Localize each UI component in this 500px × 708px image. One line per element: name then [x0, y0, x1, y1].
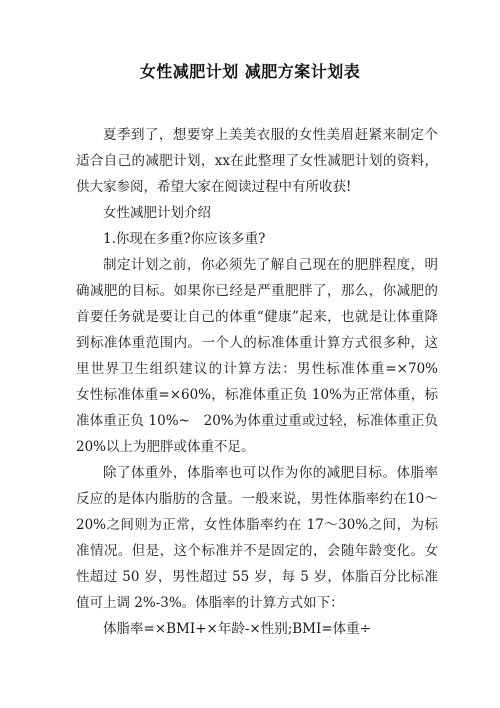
- section-heading: 女性减肥计划介绍: [103, 205, 211, 221]
- formula-paragraph: 体脂率=×BMI+×年龄-×性别;BMI=体重÷: [103, 621, 371, 637]
- subsection-heading: 1.你现在多重?你应该多重?: [103, 231, 266, 247]
- intro-paragraph: 夏季到了，想要穿上美美衣服的女性美眉赶紧来制定个适合自己的减肥计划，xx在此整理了女性减肥计划的资料，供大家参阅，希望大家在阅读过程中有所收获!: [76, 127, 438, 195]
- weight-paragraph: 制定计划之前，你必须先了解自己现在的肥胖程度，明确减肥的目标。如果你已经是严重肥胖了，那么，你减肥的首要任务就是要让自己的体重“健康”起来，也就是让体重降到标准体重范围内。一个人的标准体重计算方式很多种，这里世界卫生组织建议的计算方法：男性标准体重=×70% 女性标准体重=×60%，标准体重正负 10%为正常体重，标准体重正负 10%~ 20%为体重过重或过轻，标准体重正负 20%以上为肥胖或体重不足。: [76, 257, 452, 455]
- body-fat-paragraph: 除了体重外，体脂率也可以作为你的减肥目标。体脂率反应的是体内脂肪的含量。一般来说，男性体脂率约在10～20%之间则为正常，女性体脂率约在 17～30%之间，为标准情况。但是，这个标准并不是固定的，会随年龄变化。女性超过 50 岁，男性超过 55 岁，每 5 岁，体脂百分比标准值可上调 2%-3%。体脂率的计算方式如下：: [76, 465, 438, 611]
- document-body: [76, 122, 452, 642]
- page-title: 女性减肥计划 减肥方案计划表: [139, 62, 361, 81]
